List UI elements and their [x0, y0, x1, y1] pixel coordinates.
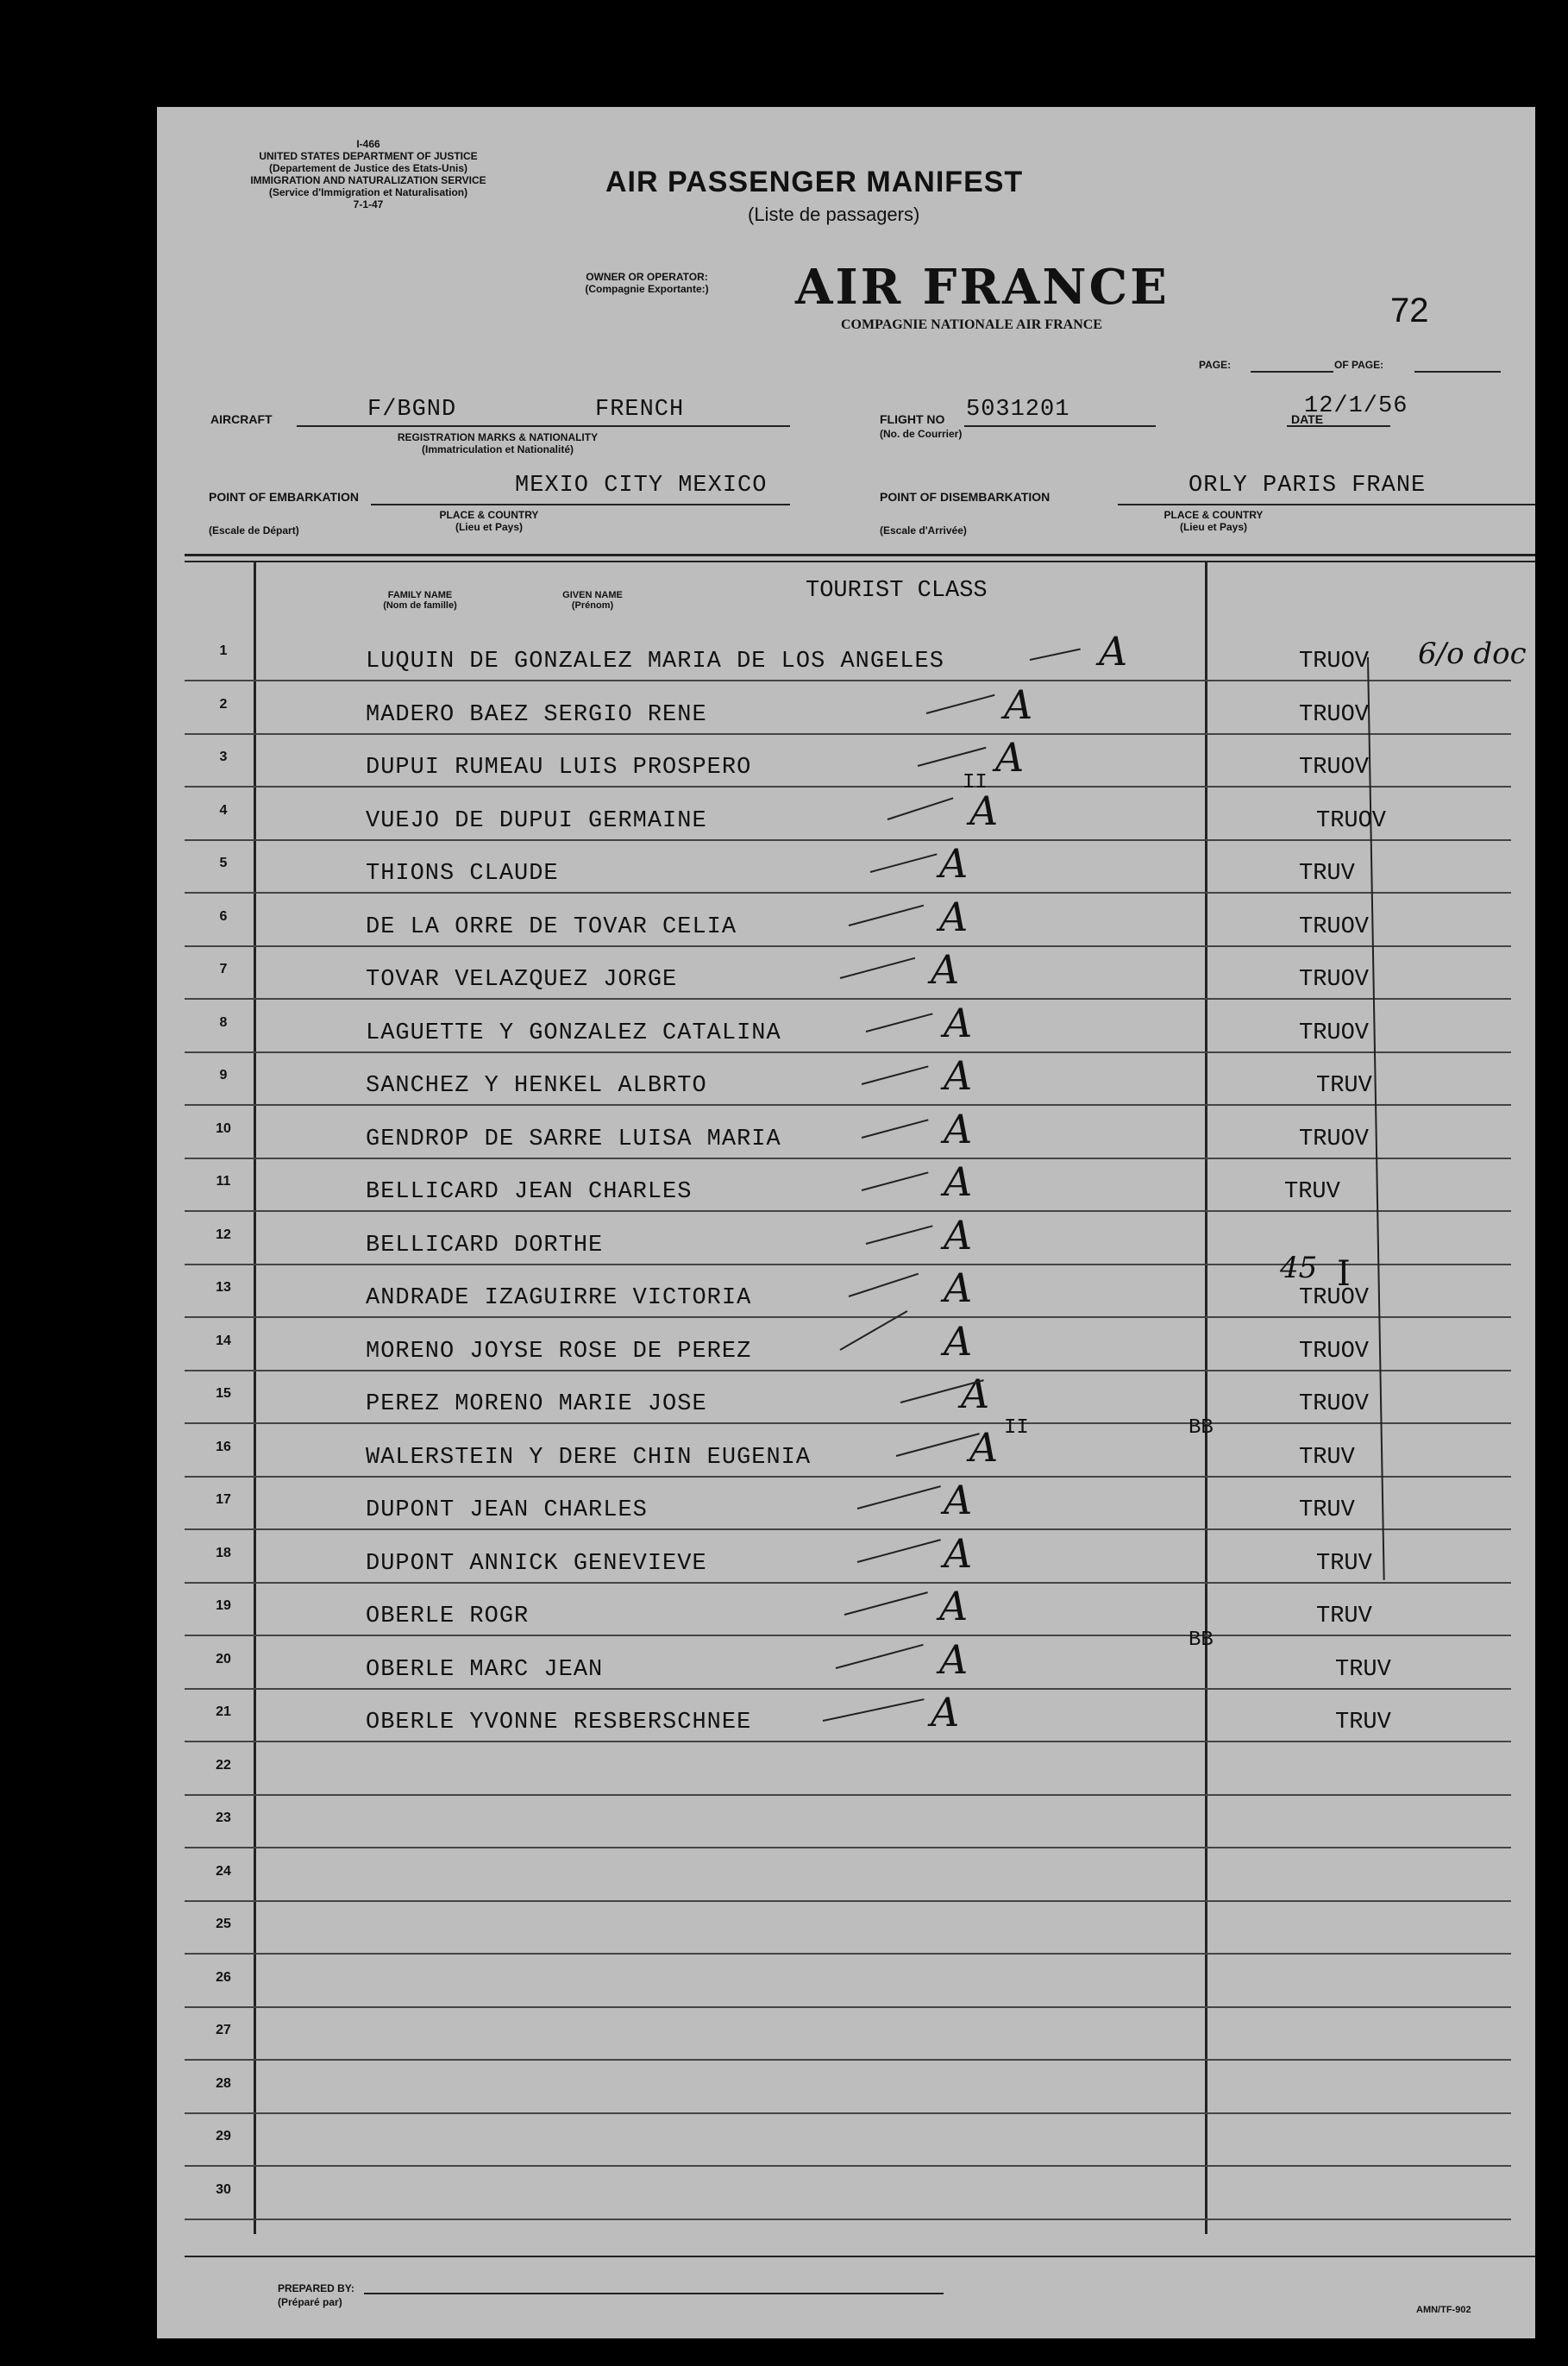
handwritten-mark: A [931, 1689, 960, 1735]
form-code: AMN/TF-902 [1416, 2305, 1471, 2315]
row3-ii-mark: II [963, 771, 988, 794]
passenger-name: BELLICARD JEAN CHARLES [366, 1179, 693, 1205]
form-date: 7-1-47 [353, 198, 384, 210]
row-divider [185, 1794, 1511, 1796]
passenger-name: BELLICARD DORTHE [366, 1232, 604, 1258]
row-divider [185, 1953, 1511, 1955]
row-divider [185, 1900, 1511, 1902]
handwritten-stroke [862, 1065, 929, 1085]
reg-caption [347, 431, 649, 455]
handwritten-stroke [823, 1698, 925, 1722]
owner-label-fr: (Compagnie Exportante:) [585, 283, 709, 295]
passenger-code: TRUOV [1299, 1338, 1370, 1365]
row-number: 8 [219, 1014, 228, 1030]
row-divider [185, 1104, 1511, 1106]
row-number: 21 [216, 1704, 231, 1719]
passenger-code: TRUV [1335, 1656, 1391, 1683]
row-number: 17 [216, 1492, 231, 1507]
passenger-name: MORENO JOYSE ROSE DE PEREZ [366, 1338, 752, 1365]
passenger-code: TRUOV [1299, 1391, 1370, 1417]
handwritten-mark: A [969, 787, 999, 834]
handwritten-mark: A [944, 1477, 973, 1523]
row-divider [185, 733, 1511, 735]
passenger-code: TRUV [1335, 1710, 1391, 1735]
handwritten-stroke [926, 693, 995, 713]
passenger-name: WALERSTEIN Y DERE CHIN EUGENIA [366, 1444, 812, 1471]
passenger-name: MADERO BAEZ SERGIO RENE [366, 701, 707, 728]
handwritten-mark: A [944, 1211, 973, 1258]
prepared-by-label-fr: (Préparé par) [278, 2296, 342, 2308]
row-divider [185, 680, 1511, 681]
row-divider [185, 786, 1511, 788]
row-number: 14 [216, 1333, 231, 1348]
row-divider [185, 1370, 1511, 1371]
handwritten-stroke [918, 747, 987, 767]
disembark-place-caption [1140, 509, 1287, 533]
vertical-handwritten-line [1367, 657, 1385, 1580]
handwritten-mark: A [939, 893, 969, 940]
row-number: 20 [216, 1651, 231, 1666]
row-number: 5 [219, 856, 228, 870]
row1-note: 6/o doc [1418, 637, 1527, 671]
handwritten-stroke [862, 1119, 929, 1139]
disembarkation-label: POINT OF DISEMBARKATION [880, 490, 1051, 504]
row-number: 27 [216, 2023, 231, 2037]
date-value: 12/1/56 [1304, 393, 1408, 419]
date-label: DATE [1291, 412, 1324, 426]
handwritten-mark: A [944, 1105, 973, 1152]
handwritten-stroke [840, 957, 915, 979]
passenger-code: TRUOV [1299, 701, 1370, 728]
row-divider [185, 2219, 1511, 2220]
row-divider [185, 1158, 1511, 1159]
manifest-subtitle: (Liste de passagers) [748, 204, 920, 225]
handwritten-mark: A [931, 946, 960, 993]
handwritten-stroke [844, 1591, 928, 1616]
disembark-place-caption-fr: (Lieu et Pays) [1179, 521, 1248, 533]
passenger-name: TOVAR VELAZQUEZ JORGE [366, 967, 678, 993]
passenger-name: DE LA ORRE DE TOVAR CELIA [366, 913, 737, 940]
family-name-header [364, 590, 476, 611]
passenger-code: TRUOV [1299, 967, 1370, 993]
manifest-title: AIR PASSENGER MANIFEST [605, 166, 1024, 198]
given-name-header-fr: (Prénom) [571, 600, 614, 611]
handwritten-mark: A [1004, 681, 1033, 728]
row20-bb-mark: BB [1189, 1629, 1214, 1652]
manifest-sheet [157, 107, 1535, 2338]
passenger-code: TRUOV [1299, 1020, 1370, 1046]
service-name: IMMIGRATION AND NATURALIZATION SERVICE [250, 174, 486, 186]
reg-caption-fr: (Immatriculation et Nationalité) [421, 443, 574, 455]
handwritten-stroke [866, 1013, 933, 1032]
handwritten-mark: A [961, 1371, 990, 1417]
row-number: 29 [216, 2129, 231, 2143]
page-label: PAGE: [1199, 359, 1232, 371]
embark-place-caption-fr: (Lieu et Pays) [455, 521, 524, 533]
passenger-code: TRUOV [1299, 755, 1370, 781]
row-number: 19 [216, 1598, 231, 1613]
embarkation-label: POINT OF EMBARKATION [209, 490, 359, 504]
family-name-header-fr: (Nom de famille) [383, 600, 457, 611]
passenger-table [185, 554, 1535, 2274]
dept-name-fr: (Departement de Justice des Etats-Unis) [268, 162, 468, 174]
handwritten-mark: A [944, 1265, 973, 1311]
passenger-name: OBERLE MARC JEAN [366, 1656, 604, 1683]
handwritten-stroke [862, 1171, 929, 1191]
form-header [209, 138, 528, 210]
disembarkation-value: ORLY PARIS FRANE [1189, 473, 1427, 499]
passenger-name: GENDROP DE SARRE LUISA MARIA [366, 1126, 781, 1152]
row-number: 28 [216, 2075, 231, 2091]
passenger-name: LAGUETTE Y GONZALEZ CATALINA [366, 1020, 781, 1046]
passenger-name: SANCHEZ Y HENKEL ALBRTO [366, 1073, 707, 1099]
row-number: 16 [216, 1439, 231, 1454]
given-name-header [545, 590, 640, 611]
form-number: I-466 [356, 138, 380, 150]
handwritten-stroke [849, 904, 924, 926]
row12-note: 45 [1280, 1251, 1318, 1285]
passenger-name: DUPONT JEAN CHARLES [366, 1497, 648, 1523]
passenger-code: TRUV [1316, 1550, 1372, 1577]
row-divider [185, 945, 1511, 947]
prepared-by-label: PREPARED BY: [278, 2282, 354, 2294]
row-number: 18 [216, 1545, 231, 1560]
row-divider [185, 998, 1511, 1000]
row12-i-mark: I [1337, 1254, 1351, 1294]
given-name-header-en: GIVEN NAME [562, 590, 623, 600]
reg-caption-en: REGISTRATION MARKS & NATIONALITY [397, 431, 599, 443]
row-divider [185, 1847, 1511, 1848]
row-number: 12 [216, 1227, 231, 1242]
row-divider [185, 1635, 1511, 1636]
handwritten-stroke [896, 1433, 980, 1457]
aircraft-reg: F/BGND [367, 397, 457, 423]
row-number: 9 [219, 1068, 228, 1083]
embark-place-caption [416, 509, 562, 533]
passenger-name: DUPUI RUMEAU LUIS PROSPERO [366, 755, 752, 781]
handwritten-mark: A [995, 734, 1025, 781]
row-number: 26 [216, 1969, 231, 1985]
row-number: 24 [216, 1863, 231, 1879]
passenger-name: ANDRADE IZAGUIRRE VICTORIA [366, 1285, 752, 1311]
airline-subname: COMPAGNIE NATIONALE AIR FRANCE [841, 317, 1102, 332]
passenger-code: TRUV [1299, 1497, 1355, 1523]
passenger-name: PEREZ MORENO MARIE JOSE [366, 1391, 707, 1417]
row-divider [185, 2059, 1511, 2061]
passenger-name: DUPONT ANNICK GENEVIEVE [366, 1550, 707, 1577]
row-divider [185, 1528, 1511, 1530]
row-divider [185, 1741, 1511, 1742]
row-number: 4 [219, 802, 228, 818]
sheet-number: 72 [1390, 292, 1429, 329]
row-divider [185, 1476, 1511, 1478]
handwritten-mark: A [944, 1158, 973, 1205]
passenger-code: TRUOV [1299, 913, 1370, 940]
embark-place-caption-en: PLACE & COUNTRY [439, 509, 539, 521]
passenger-code: TRUV [1284, 1179, 1340, 1205]
disembarkation-label-fr: (Escale d'Arrivée) [880, 524, 967, 537]
handwritten-stroke [870, 853, 938, 873]
handwritten-stroke [887, 797, 954, 820]
owner-label: OWNER OR OPERATOR: [586, 271, 708, 283]
passenger-code: TRUOV [1299, 649, 1370, 675]
handwritten-stroke [849, 1273, 919, 1297]
row-number: 3 [219, 750, 228, 764]
class-header: TOURIST CLASS [806, 578, 988, 604]
passenger-code: TRUV [1299, 1444, 1355, 1471]
row-divider [185, 1582, 1511, 1584]
row-number: 2 [219, 696, 228, 712]
passenger-name: LUQUIN DE GONZALEZ MARIA DE LOS ANGELES [366, 649, 944, 675]
row-number: 22 [216, 1757, 231, 1773]
row-divider [185, 2112, 1511, 2114]
row-number: 7 [219, 962, 228, 976]
row-number: 23 [216, 1811, 231, 1825]
aircraft-label: AIRCRAFT [210, 412, 273, 426]
row-divider [185, 839, 1511, 841]
passenger-name: VUEJO DE DUPUI GERMAINE [366, 807, 707, 834]
passenger-name: OBERLE YVONNE RESBERSCHNEE [366, 1710, 752, 1735]
flight-number: 5031201 [966, 397, 1070, 423]
passenger-name: THIONS CLAUDE [366, 861, 559, 887]
row-divider [185, 1316, 1511, 1318]
row-number: 1 [219, 643, 228, 658]
handwritten-mark: A [939, 840, 969, 887]
handwritten-mark: A [969, 1423, 999, 1471]
handwritten-mark: A [939, 1635, 969, 1683]
passenger-code: TRUV [1316, 1603, 1372, 1629]
row-number: 13 [216, 1280, 231, 1295]
row-divider [185, 1422, 1511, 1424]
row-number: 30 [216, 2181, 231, 2197]
row-number: 10 [216, 1120, 231, 1136]
handwritten-mark: A [944, 999, 973, 1046]
embarkation-label-fr: (Escale de Départ) [209, 524, 299, 537]
row-divider [185, 892, 1511, 894]
passenger-code: TRUV [1316, 1073, 1372, 1099]
passenger-code: TRUOV [1316, 807, 1387, 834]
passenger-code: TRUV [1299, 861, 1355, 887]
handwritten-mark: A [944, 1317, 973, 1365]
handwritten-stroke [857, 1485, 941, 1509]
row-divider [185, 1051, 1511, 1053]
row-number: 6 [219, 908, 228, 924]
handwritten-mark: A [1099, 628, 1128, 675]
disembark-place-caption-en: PLACE & COUNTRY [1163, 509, 1264, 521]
handwritten-mark: A [939, 1583, 969, 1629]
row-divider [185, 2165, 1511, 2167]
flight-label-fr: (No. de Courrier) [880, 428, 963, 440]
handwritten-stroke [1030, 649, 1081, 661]
embarkation-value: MEXIO CITY MEXICO [515, 473, 768, 499]
row-number: 15 [216, 1386, 231, 1401]
row-divider [185, 1210, 1511, 1212]
handwritten-mark: A [944, 1529, 973, 1577]
row15-bb-mark: BB [1189, 1416, 1214, 1440]
service-name-fr: (Service d'Immigration et Naturalisation) [268, 186, 468, 198]
handwritten-stroke [857, 1539, 941, 1563]
passenger-name: OBERLE ROGR [366, 1603, 530, 1629]
row-divider [185, 1688, 1511, 1690]
handwritten-mark: A [944, 1052, 973, 1099]
flight-label: FLIGHT NO [880, 412, 945, 426]
dept-name: UNITED STATES DEPARTMENT OF JUSTICE [259, 150, 478, 162]
row15-ii-mark: II [1004, 1416, 1029, 1440]
airline-name: AIR FRANCE [795, 259, 1170, 316]
row-divider [185, 2006, 1511, 2008]
of-page-label: OF PAGE: [1334, 359, 1384, 371]
passenger-code: TRUOV [1299, 1285, 1370, 1311]
aircraft-nationality: FRENCH [595, 397, 685, 423]
row-number: 25 [216, 1917, 231, 1931]
owner-label-block [543, 271, 750, 295]
table-bottom-border [185, 2256, 1535, 2257]
family-name-header-en: FAMILY NAME [387, 590, 453, 600]
handwritten-stroke [866, 1225, 933, 1245]
row-number: 11 [216, 1174, 231, 1189]
handwritten-stroke [836, 1643, 924, 1668]
passenger-code: TRUOV [1299, 1126, 1370, 1152]
